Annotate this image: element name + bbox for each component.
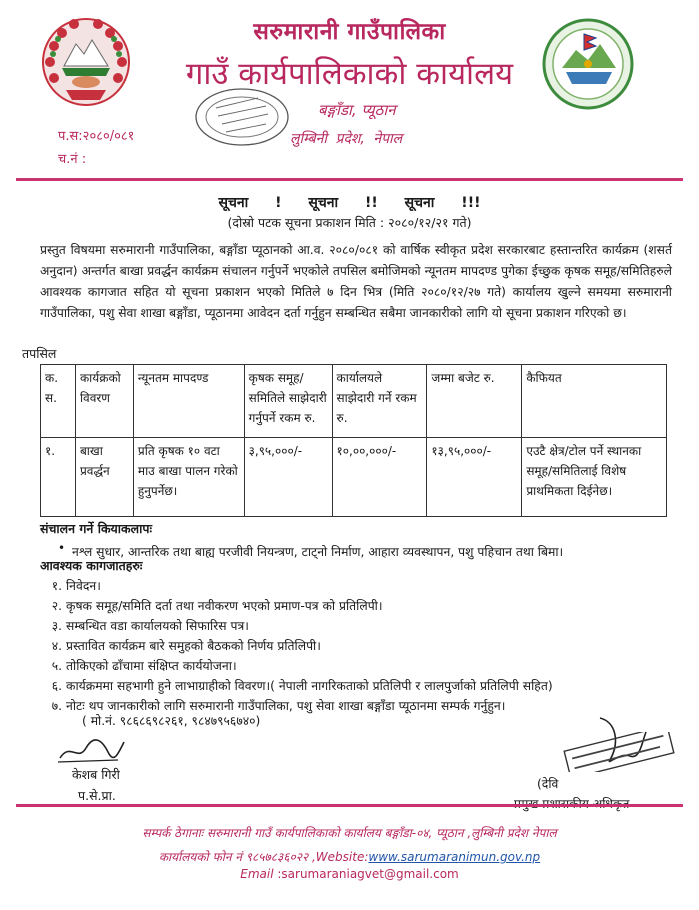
municipality-logo-icon — [540, 14, 636, 110]
header-office-share: कार्यालयले साझेदारी गर्ने रकम रु. — [332, 365, 427, 438]
item-text: सम्बन्धित वडा कार्यालयको सिफारिस पत्र। — [66, 619, 249, 633]
notice-subheading: (दोस्रो पटक सूचना प्रकाशन मिति : २०८०/१२/२१ गते) — [227, 215, 472, 230]
footer-address: सम्पर्क ठेगानाः सरुमारानी गाउँ कार्यपालिकाको कार्यालय बङ्गाँडा-०४, प्यूठान ,लुम्बिनी प्रदेश नेपाल — [142, 826, 557, 840]
signature-left-icon — [56, 736, 126, 766]
header-program: कार्यक्रको विवरण — [75, 365, 133, 438]
header-farmer-share: कृषक समूह/समितिले साझेदारी गर्नुपर्ने रकम रु. — [244, 365, 332, 438]
item-text: प्रस्तावित कार्यक्रम बारे समुहको बैठकको निर्णय प्रतिलिपी। — [66, 639, 321, 653]
operations-heading: संचालन गर्ने कियाकलापः — [40, 521, 152, 536]
list-item — [40, 576, 600, 596]
item-text: कार्यक्रममा सहभागी हुने लाभाग्राहीको विवरण।( नेपाली नागरिकताको प्रतिलिपी र लालपुर्जाको प्रतिलिपी सहित) — [66, 679, 553, 693]
header-remarks: कैफियत — [522, 365, 667, 438]
signatory-left-name: केशब गिरी — [72, 767, 120, 782]
list-item — [40, 676, 600, 696]
office-title-line2: गाउँ कार्यपालिकाको कार्यालय — [185, 56, 514, 92]
tapsil-label: तपसिल — [22, 346, 57, 361]
item-number: १. — [51, 579, 62, 593]
item-number: ७. — [51, 699, 62, 713]
documents-list — [40, 576, 600, 716]
office-province: लुम्बिनी प्रदेश, नेपाल — [290, 131, 403, 147]
official-stamp-icon — [560, 732, 678, 772]
program-table — [40, 364, 667, 517]
item-number: ५. — [51, 659, 62, 673]
notice-heading: सूचना ! सूचना !! सूचना !!! — [218, 195, 481, 211]
item-text: तोकिएको ढाँचामा संक्षिप्त कार्ययोजना। — [66, 659, 237, 673]
office-place: बङ्गाँडा, प्यूठान — [318, 101, 396, 119]
office-title-line1: सरुमारानी गाउँपालिका — [253, 19, 446, 45]
header-criteria: न्यूनतम मापदण्ड — [133, 365, 244, 438]
documents-heading: आवश्यक कागजातहरुः — [40, 558, 143, 573]
item-number: ६. — [51, 679, 62, 693]
list-item — [40, 636, 600, 656]
cell-total: १३,९५,०००/- — [427, 438, 522, 517]
operations-item: नश्ल सुधार, आन्तरिक तथा बाह्य परजीवी नियन्त्रण, टाट्नो निर्माण, आहारा व्यवस्थापन, पशु पहिचान तथा बिमा। — [72, 545, 564, 559]
item-text: कृषक समूह/समिति दर्ता तथा नवीकरण भएको प्रमाण-पत्र को प्रतिलिपी। — [66, 599, 383, 613]
item-number: ४. — [51, 639, 62, 653]
cell-program: बाखा प्रवर्द्धन — [75, 438, 133, 517]
bullet-icon: • — [58, 541, 66, 555]
reference-number: प.स:२०८०/०८१ — [58, 129, 135, 144]
phone-text: कार्यालयको फोन नं ९८५७८३६०२२ ,Website: — [158, 850, 369, 864]
item-text: नोटः थप जानकारीको लागि सरुमारानी गाउँपालिका, पशु सेवा शाखा बङ्गाँडा प्यूठानमा सम्पर्क गर्नुहुन। — [66, 699, 506, 713]
dispatch-number: च.नं : — [58, 152, 87, 167]
table-row — [41, 438, 667, 517]
cell-sn: १. — [41, 438, 76, 517]
office-stamp-icon — [186, 84, 296, 150]
email-label: Email — [240, 867, 274, 881]
cell-criteria: प्रति कृषक १० वटा माउ बाखा पालन गरेको हुनुपर्नेछ। — [133, 438, 244, 517]
contact-mobile: ( मो.नं. ९८६८६९८२६१, ९८४७९५६७४०) — [82, 714, 261, 728]
signatory-left-post: प.से.प्रा. — [78, 788, 116, 803]
footer-phone — [0, 848, 699, 865]
cell-remarks: एउटै क्षेत्र/टोल पर्ने स्थानका समूह/समितिलाई विशेष प्राथमिकता दिईनेछ। — [522, 438, 667, 517]
item-number: ३. — [51, 619, 62, 633]
item-number: २. — [51, 599, 62, 613]
list-item — [40, 616, 600, 636]
header-sn: क. स. — [41, 365, 76, 438]
cell-farmer-share: ३,९५,०००/- — [244, 438, 332, 517]
table-header-row — [41, 365, 667, 438]
list-item — [40, 656, 600, 676]
footer-divider — [16, 804, 683, 807]
header-total: जम्मा बजेट रु. — [427, 365, 522, 438]
footer-email — [0, 867, 699, 881]
notice-body: प्रस्तुत विषयमा सरुमारानी गाउँपालिका, बङ्गाँडा प्यूठानको आ.व. २०८०/०८१ को वार्षिक स्वीकृत प्रदेश सरकारबाट हस्तान्तरित कार्यक्रम (शसर्त अनुदान) अन्तर्गत बाखा प्रवर्द्धन कार्यक्रम संचालन गर्नुपर्ने भएकोले तपसिल बमोजिमको न्यूनतम मापदण्ड पुगेका ईच्छुक कृषक समूह/समितिहरुले आवश्यक कागजात सहित यो सूचना प्रकाशन भएको मितिले ७ दिन भित्र (मिति २०८०/१२/२७ गते) कार्यालय खुल्ने समयमा सरुमारानी गाउँपालिका, पशु सेवा शाखा बङ्गाँडा, प्यूठानमा आवेदन दर्ता गर्नुहुन सम्बन्धित सबैमा जानकारीको लागि यो सूचना प्रकाशन गरिएको छ। — [40, 243, 672, 320]
website-link[interactable]: www.sarumaranimun.gov.np — [368, 850, 541, 864]
signatory-right-prefix: (देवि — [537, 777, 559, 791]
list-item — [40, 596, 600, 616]
nepal-emblem-icon — [40, 16, 132, 108]
item-text: निवेदन। — [66, 579, 101, 593]
header-divider — [16, 178, 683, 181]
cell-office-share: १०,००,०००/- — [332, 438, 427, 517]
email-address[interactable]: :sarumaraniagvet@gmail.com — [277, 867, 459, 881]
